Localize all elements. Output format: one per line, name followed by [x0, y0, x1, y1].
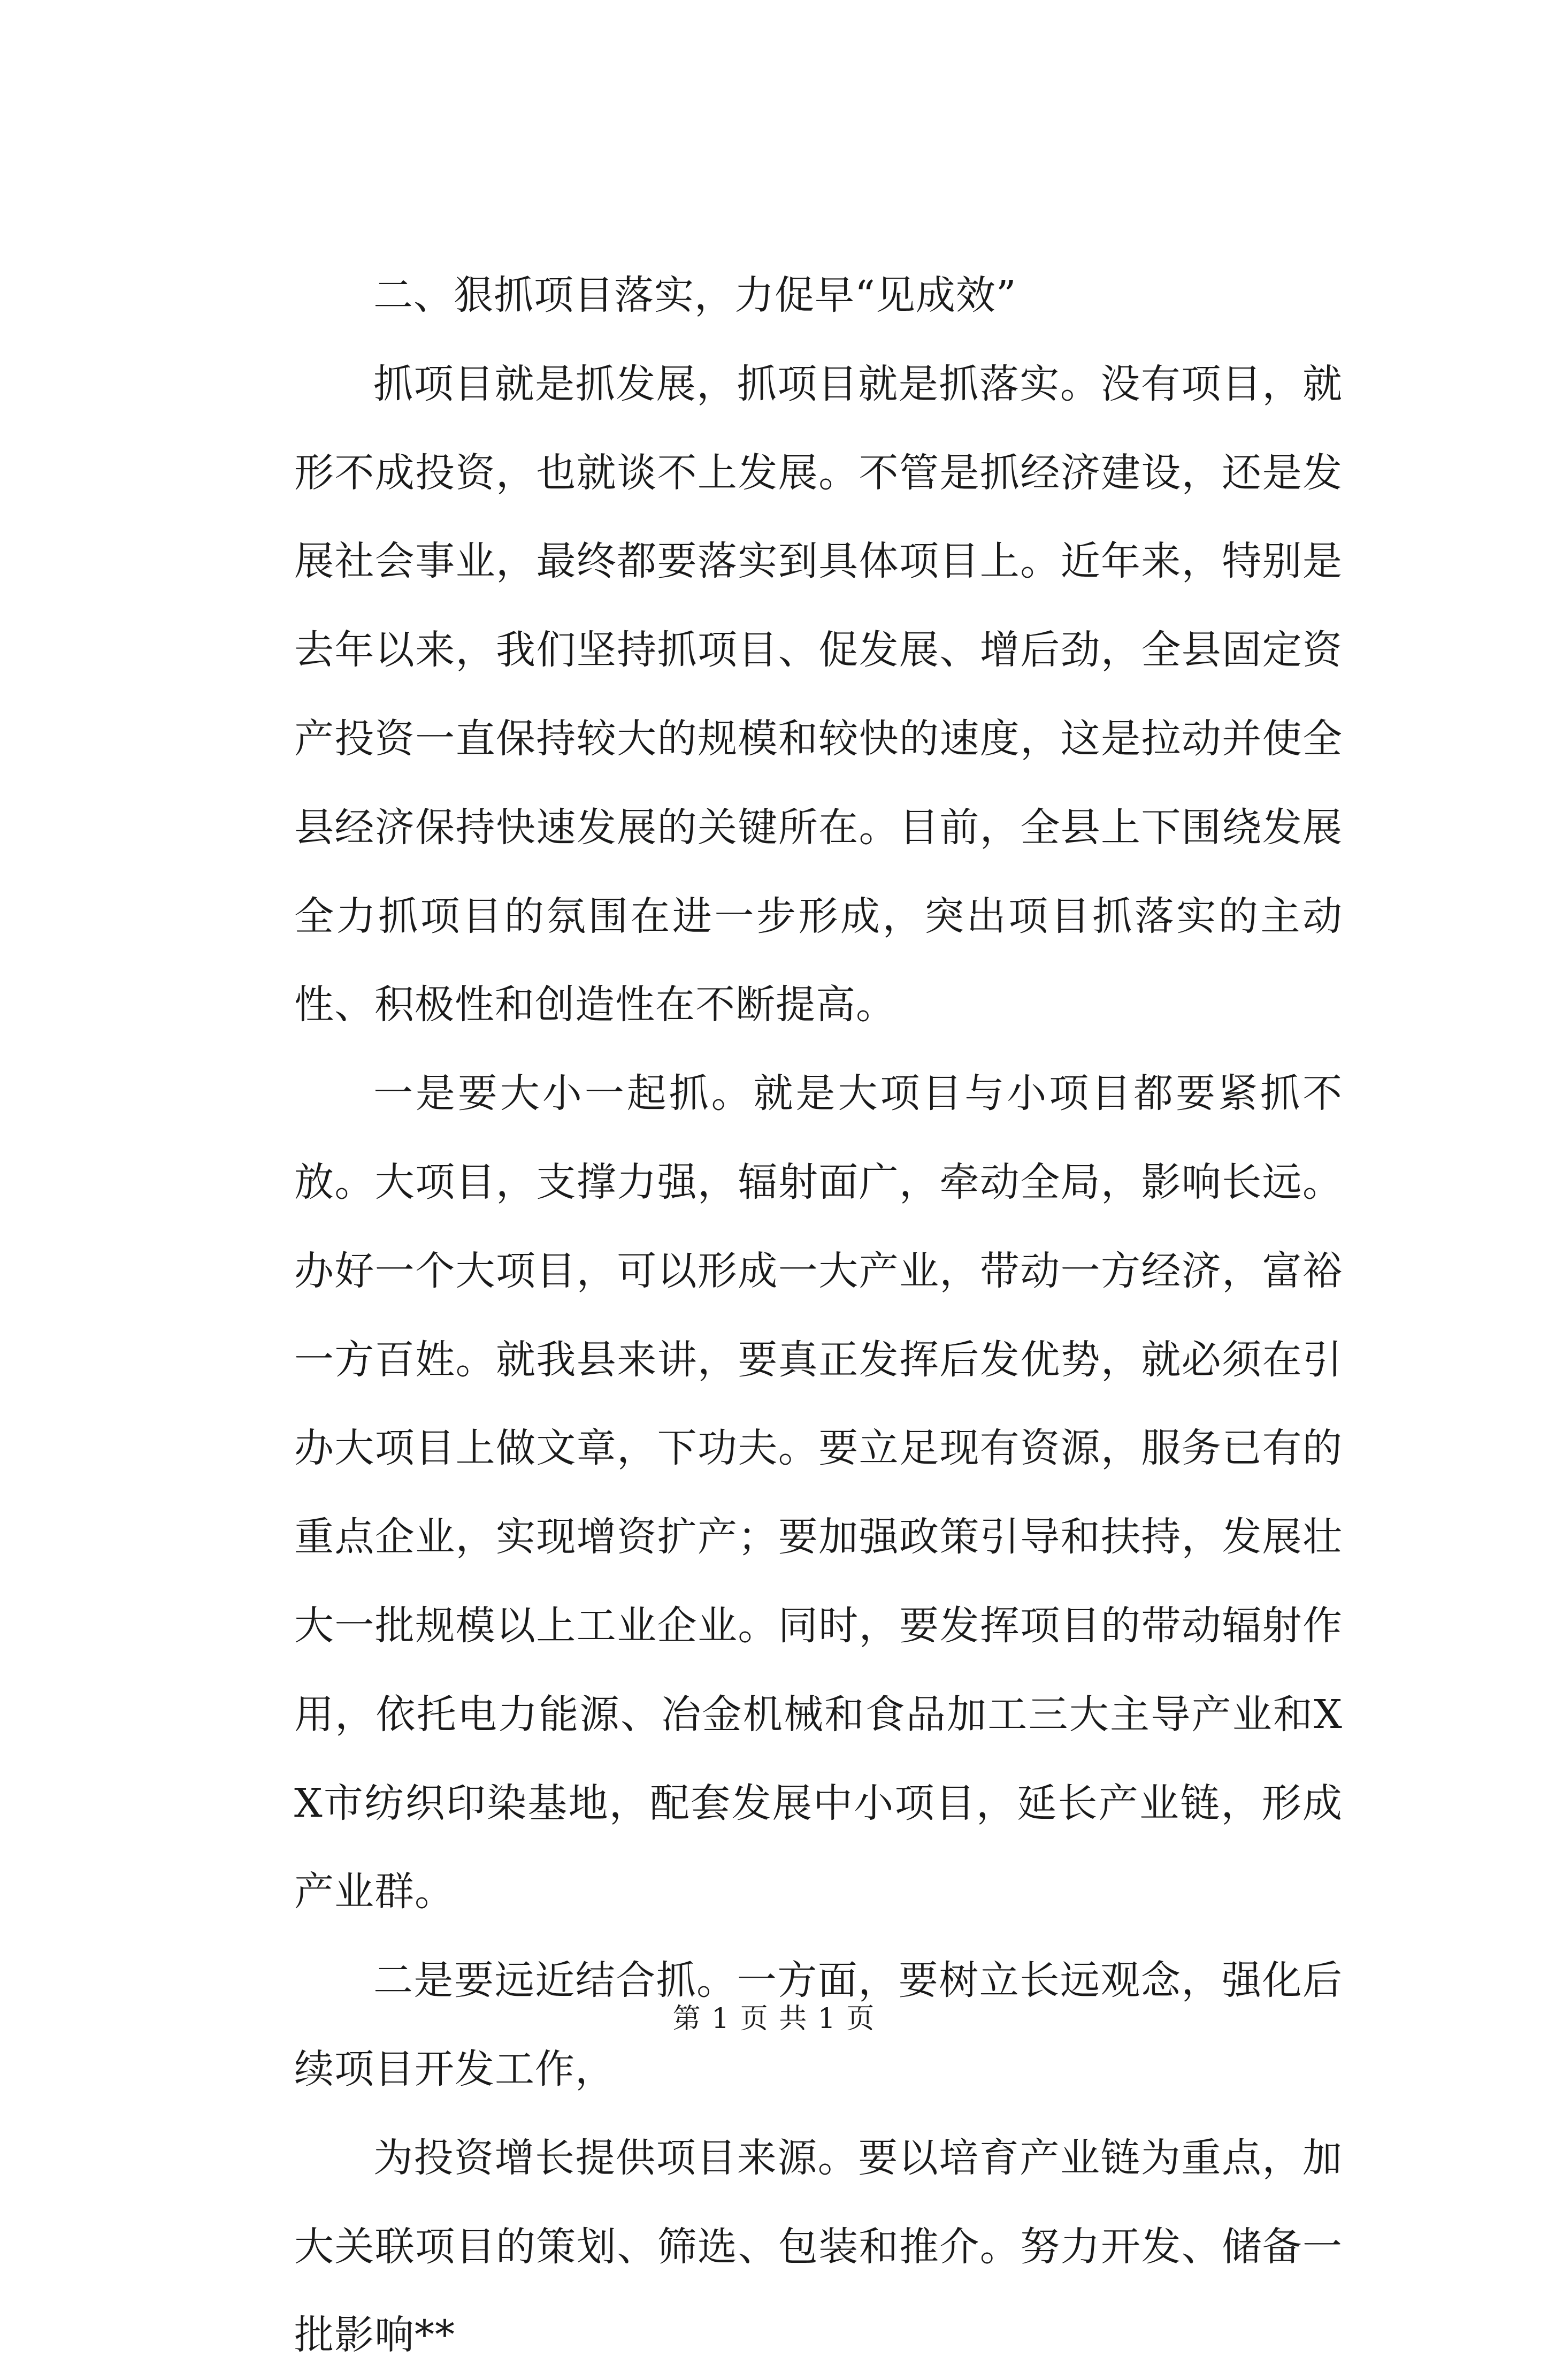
paragraph-continuation: 为投资增长提供项目来源。要以培育产业链为重点，加大关联项目的策划、筛选、包装和推介。努力开发、储备一批影响** [294, 2134, 1343, 2359]
section-heading: 二、狠抓项目落实，力促早“见成效” [373, 272, 1017, 318]
document-body [294, 251, 1343, 2380]
page-number-footer: 第 1 页 共 1 页 [672, 2003, 876, 2035]
paragraph-point-two: 二是要远近结合抓。一方面，要树立长远观念，强化后续项目开发工作， [294, 1957, 1343, 2092]
paragraph-intro: 抓项目就是抓发展，抓项目就是抓落实。没有项目，就形不成投资，也就谈不上发展。不管是抓经济建设，还是发展社会事业，最终都要落实到具体项目上。近年来，特别是去年以来，我们坚持抓项目、促发展、增后劲，全县固定资产投资一直保持较大的规模和较快的速度，这是拉动并使全县经济保持快速发展的关键所在。目前，全县上下围绕发展全力抓项目的氛围在进一步形成，突出项目抓落实的主动性、积极性和创造性在不断提高。 [294, 361, 1343, 1028]
paragraph-point-one: 一是要大小一起抓。就是大项目与小项目都要紧抓不放。大项目，支撑力强，辐射面广，牵动全局，影响长远。办好一个大项目，可以形成一大产业，带动一方经济，富裕一方百姓。就我县来讲，要真正发挥后发优势，就必须在引办大项目上做文章，下功夫。要立足现有资源，服务已有的重点企业，实现增资扩产；要加强政策引导和扶持，发展壮大一批规模以上工业企业。同时，要发挥项目的带动辐射作用，依托电力能源、冶金机械和食品加工三大主导产业和XX市纺织印染基地，配套发展中小项目，延长产业链，形成产业群。 [294, 1070, 1343, 1915]
